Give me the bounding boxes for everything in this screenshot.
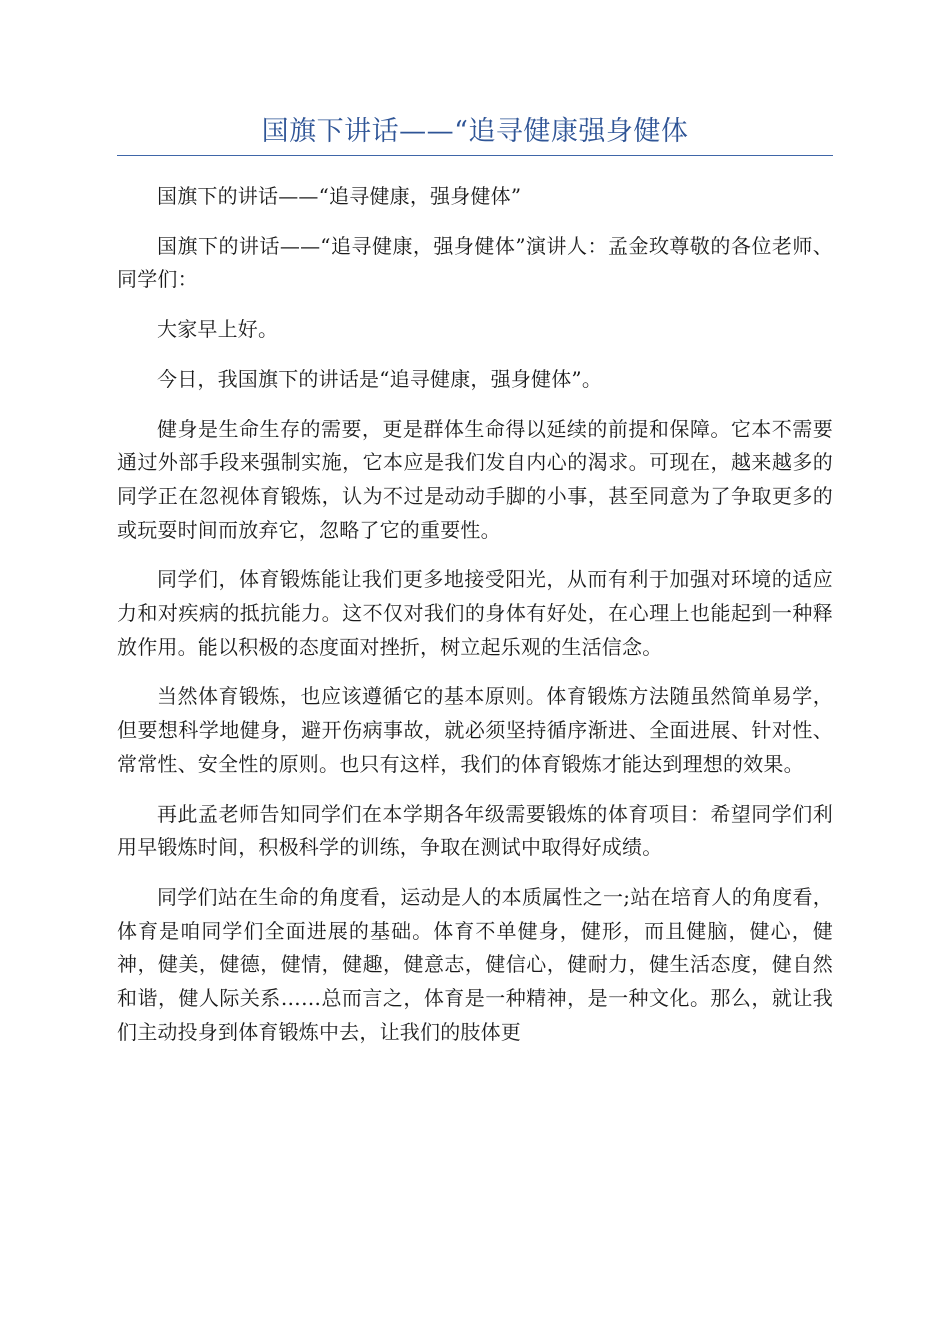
paragraph: 当然体育锻炼，也应该遵循它的基本原则。体育锻炼方法随虽然简单易学，但要想科学地健身，避开伤病事故，就必须坚持循序渐进、全面进展、针对性、常常性、安全性的原则。也只有这样，我们的体育锻炼才能达到理想的效果。	[117, 684, 833, 776]
document-body	[117, 180, 833, 1049]
paragraph: 国旗下的讲话——“追寻健康，强身健体”演讲人：孟金玫尊敬的各位老师、同学们：	[117, 233, 833, 292]
paragraph: 健身是生命生存的需要，更是群体生命得以延续的前提和保障。它本不需要通过外部手段来强制实施，它本应是我们发自内心的渴求。可现在，越来越多的同学正在忽视体育锻炼，认为不过是动动手脚的小事，甚至同意为了争取更多的或玩耍时间而放弃它，忽略了它的重要性。	[117, 416, 833, 542]
paragraph: 国旗下的讲话——“追寻健康，强身健体”	[157, 184, 522, 208]
paragraph: 再此孟老师告知同学们在本学期各年级需要锻炼的体育项目：希望同学们利用早锻炼时间，积极科学的训练，争取在测试中取得好成绩。	[117, 801, 833, 860]
paragraph: 大家早上好。	[157, 317, 279, 342]
paragraph: 同学们站在生命的角度看，运动是人的本质属性之一;站在培育人的角度看，体育是咱同学们全面进展的基础。体育不单健身，健形，而且健脑，健心，健神，健美，健德，健情，健趣，健意志，健信心，健耐力，健生活态度，健自然和谐，健人际关系……总而言之，体育是一种精神，是一种文化。那么，就让我们主动投身到体育锻炼中去，让我们的肢体更	[117, 884, 833, 1044]
document-title: 国旗下讲话——“追寻健康强身健体	[261, 116, 689, 147]
document-page	[117, 112, 833, 1065]
paragraph: 今日，我国旗下的讲话是“追寻健康，强身健体”。	[157, 366, 603, 391]
title-underline	[117, 155, 833, 156]
paragraph: 同学们，体育锻炼能让我们更多地接受阳光，从而有利于加强对环境的适应力和对疾病的抵抗能力。这不仅对我们的身体有好处，在心理上也能起到一种释放作用。能以积极的态度面对挫折，树立起乐观的生活信念。	[117, 567, 833, 659]
